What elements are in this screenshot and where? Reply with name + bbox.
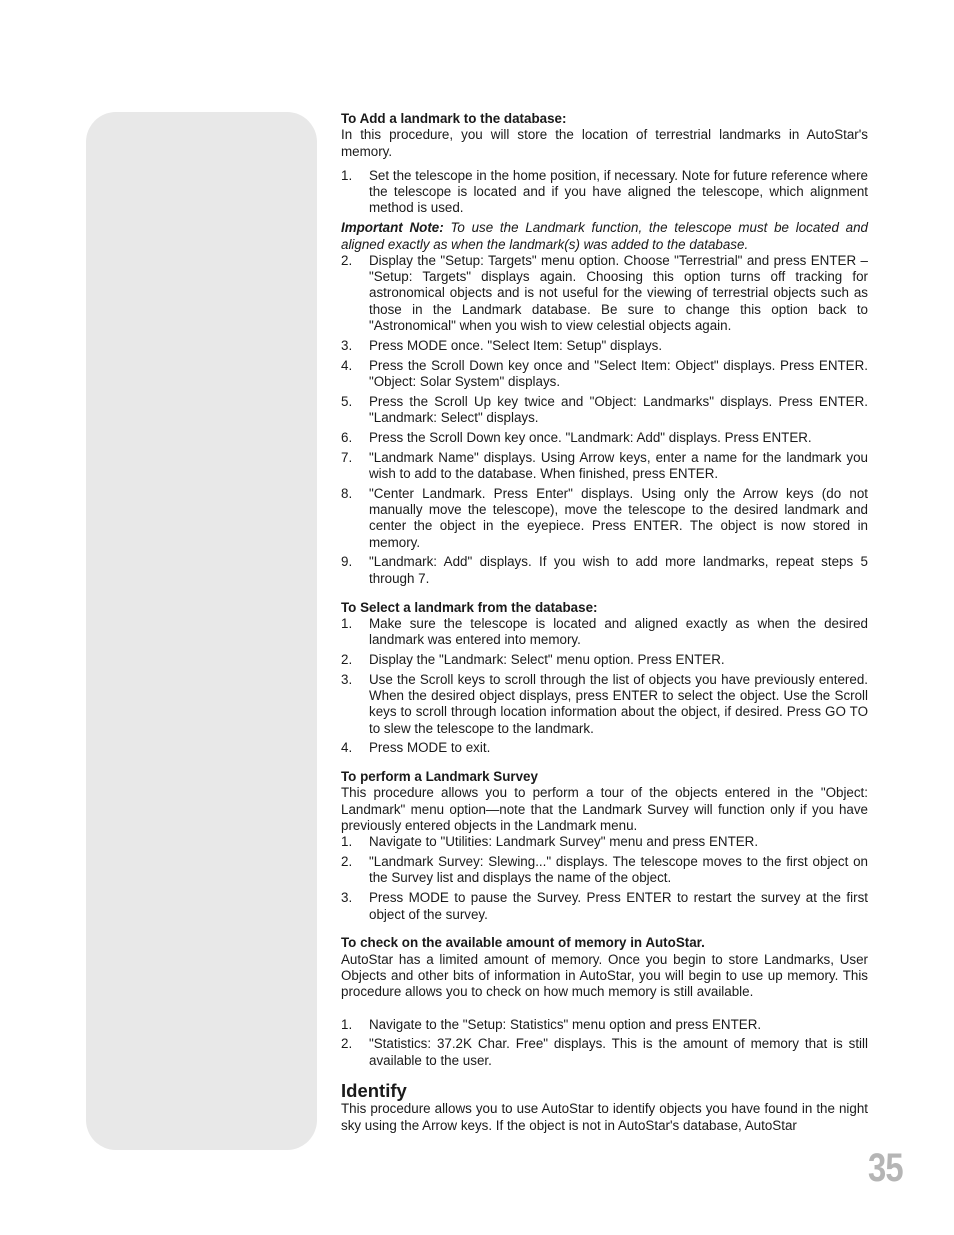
steps-memory <box>341 1017 868 1069</box>
list-item: 3. Press MODE once. "Select Item: Setup" displays. <box>341 337 663 353</box>
list-item: 1. Navigate to the "Setup: Statistics" menu option and press ENTER. <box>341 1016 762 1032</box>
page-content <box>341 111 868 1134</box>
section-intro-identify: This procedure allows you to use AutoStar to identify objects you have found in the night sky using the Arrow keys. If the object is not in AutoStar's database, AutoStar <box>341 1101 868 1133</box>
list-item: 8. "Center Landmark. Press Enter" displays. Using only the Arrow keys (do not manually move the telescope), move the telescope to the desired landmark and center the object in the eyepiece. Press ENTER. The object is now stored in memory. <box>341 485 868 550</box>
list-item: 6. Press the Scroll Down key once. "Landmark: Add" displays. Press ENTER. <box>341 429 812 445</box>
list-item: 1. Navigate to "Utilities: Landmark Survey" menu and press ENTER. <box>341 834 759 850</box>
steps-select-landmark <box>341 616 868 757</box>
sidebar-panel <box>86 112 317 1150</box>
section-heading-landmark-survey: To perform a Landmark Survey <box>341 769 538 785</box>
list-item: 4. Press MODE to exit. <box>341 740 491 756</box>
steps-add-landmark <box>341 168 868 217</box>
section-heading-add-landmark: To Add a landmark to the database: <box>341 111 567 126</box>
important-note <box>341 220 868 253</box>
section-heading-select-landmark: To Select a landmark from the database: <box>341 599 598 615</box>
list-item: 2. "Statistics: 37.2K Char. Free" displays. This is the amount of memory that is still available to the user. <box>341 1036 868 1068</box>
list-item: 1. Make sure the telescope is located and aligned exactly as when the desired landmark was entered into memory. <box>341 615 868 648</box>
section-intro-landmark-survey: This procedure allows you to perform a tour of the objects entered in the "Object: Landmark" menu option—note that the Landmark Survey will function only if you have previously entered objects in the Landmark menu. <box>341 785 868 834</box>
list-item: 4. Press the Scroll Down key once and "Select Item: Object" displays. Press ENTER. "Object: Solar System" displays. <box>341 357 868 389</box>
section-heading-identify: Identify <box>341 1080 407 1102</box>
list-item: 3. Press MODE to pause the Survey. Press ENTER to restart the survey at the first object of the survey. <box>341 890 868 922</box>
section-intro-memory: AutoStar has a limited amount of memory. Once you begin to store Landmarks, User Objects and other bits of information in AutoStar, you will begin to use up memory. This procedure allows you to check on how much memory is still available. <box>341 951 868 1000</box>
list-item: 3. Use the Scroll keys to scroll through the list of objects you have previously entered. When the desired object displays, press ENTER to select the object. Use the Scroll keys to scroll through location information about the object, if desired. Press GO TO to slew the telescope to the landmark. <box>341 671 868 736</box>
list-item: 9. "Landmark: Add" displays. If you wish to add more landmarks, repeat steps 5 through 7. <box>341 554 868 586</box>
list-item: 2. "Landmark Survey: Slewing..." displays. The telescope moves to the first object on the Survey list and displays the name of the object. <box>341 854 868 886</box>
list-item: 2. Display the "Setup: Targets" menu option. Choose "Terrestrial" and press ENTER – "Setup: Targets" displays again. Choosing this option turns off tracking for astronomical objects and is not useful for the viewing of terrestrial objects such as those in the Landmark database. Be sure to change this option back to "Astronomical" when you wish to view celestial objects again. <box>341 252 868 334</box>
steps-landmark-survey <box>341 834 868 922</box>
list-item: 2. Display the "Landmark: Select" menu option. Press ENTER. <box>341 651 725 667</box>
note-text: To use the Landmark function, the telescope must be located and aligned exactly as when the landmark(s) was added to the database. <box>341 220 868 252</box>
list-item: 5. Press the Scroll Up key twice and "Object: Landmarks" displays. Press ENTER. "Landmark: Select" displays. <box>341 393 868 426</box>
section-intro-add-landmark: In this procedure, you will store the location of terrestrial landmarks in AutoStar's memory. <box>341 127 868 159</box>
steps-add-landmark-continued <box>341 253 868 587</box>
page-number: 35 <box>868 1146 903 1190</box>
list-item: 1. Set the telescope in the home position, if necessary. Note for future reference where the telescope is located and if you have aligned the telescope, which alignment method is used. <box>341 167 868 216</box>
list-item: 7. "Landmark Name" displays. Using Arrow keys, enter a name for the landmark you wish to add to the database. When finished, press ENTER. <box>341 449 868 481</box>
note-label: Important Note: <box>341 220 444 236</box>
section-heading-memory: To check on the available amount of memory in AutoStar. <box>341 935 705 951</box>
